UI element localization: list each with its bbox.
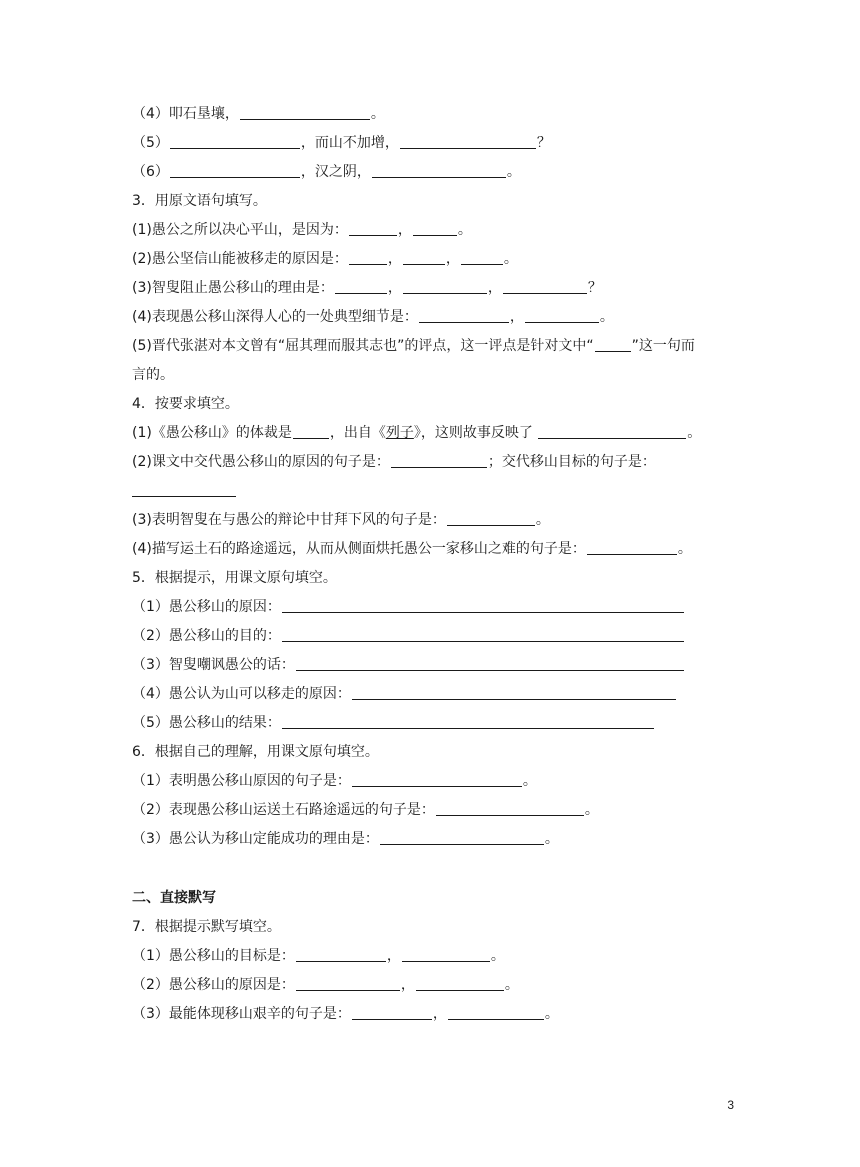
blank[interactable] xyxy=(538,424,686,439)
q3-4-text: (4)表现愚公移山深得人心的一处典型细节是： xyxy=(132,309,418,325)
punct: 。 xyxy=(687,425,702,441)
q7-line-3 xyxy=(132,1000,732,1029)
q5-line-2 xyxy=(132,622,732,651)
punct: 。 xyxy=(544,831,559,847)
q7-title: 7．根据提示默写填空。 xyxy=(132,919,281,935)
blank[interactable] xyxy=(413,221,457,236)
blank[interactable] xyxy=(349,221,397,236)
q2-line-5 xyxy=(132,129,732,158)
blank[interactable] xyxy=(448,1005,544,1020)
punct: ， xyxy=(487,280,502,296)
q7-1-text: （1）愚公移山的目标是： xyxy=(132,948,295,964)
q6-2-text: （2）表现愚公移山运送土石路途遥远的句子是： xyxy=(132,802,435,818)
q5-line-1 xyxy=(132,593,732,622)
punct: ， xyxy=(400,977,415,993)
q2-6-text: ，汉之阴， xyxy=(300,164,371,180)
blank[interactable] xyxy=(352,772,522,787)
punct: 。 xyxy=(677,541,692,557)
blank[interactable] xyxy=(132,482,236,497)
blank[interactable] xyxy=(403,250,445,265)
blank[interactable] xyxy=(349,250,387,265)
punct: 。 xyxy=(457,222,472,238)
blank[interactable] xyxy=(240,105,370,120)
blank[interactable] xyxy=(380,830,544,845)
blank[interactable] xyxy=(282,714,654,729)
blank[interactable] xyxy=(296,947,386,962)
q5-line-4 xyxy=(132,680,732,709)
punct: 。 xyxy=(370,106,385,122)
q6-title: 6．根据自己的理解，用课文原句填空。 xyxy=(132,744,379,760)
punct: ？ xyxy=(536,135,551,151)
q3-line-2 xyxy=(132,245,732,274)
punct: ？ xyxy=(587,280,602,296)
blank[interactable] xyxy=(170,163,300,178)
punct: 。 xyxy=(490,948,505,964)
q6-line-2 xyxy=(132,796,732,825)
q3-line-5b: 言的。 xyxy=(132,367,174,383)
q5-5-text: （5）愚公移山的结果： xyxy=(132,715,281,731)
q4-line-2 xyxy=(132,448,732,477)
q6-line-1 xyxy=(132,767,732,796)
blank[interactable] xyxy=(335,279,387,294)
punct: 。 xyxy=(544,1006,559,1022)
blank[interactable] xyxy=(403,279,487,294)
q4-1-mid2: 》，这则故事反映了 xyxy=(413,425,538,441)
blank[interactable] xyxy=(503,279,587,294)
blank[interactable] xyxy=(447,511,535,526)
blank[interactable] xyxy=(595,337,631,352)
punct: 。 xyxy=(599,309,614,325)
q4-line-1 xyxy=(132,419,732,448)
blank[interactable] xyxy=(293,424,329,439)
q5-line-3 xyxy=(132,651,732,680)
q3-1-text: (1)愚公之所以决心平山，是因为： xyxy=(132,222,348,238)
q3-line-1 xyxy=(132,216,732,245)
blank[interactable] xyxy=(402,947,490,962)
blank[interactable] xyxy=(296,656,684,671)
punct: 。 xyxy=(504,977,519,993)
q3-title: 3．用原文语句填写。 xyxy=(132,193,267,209)
blank[interactable] xyxy=(352,685,676,700)
q2-6-num: （6） xyxy=(132,164,169,180)
q6-line-3 xyxy=(132,825,732,854)
blank[interactable] xyxy=(525,308,599,323)
q7-2-text: （2）愚公移山的原因是： xyxy=(132,977,295,993)
punct: 。 xyxy=(584,802,599,818)
q6-1-text: （1）表明愚公移山原因的句子是： xyxy=(132,773,351,789)
punct: ， xyxy=(387,280,402,296)
punct: 。 xyxy=(503,251,518,267)
blank[interactable] xyxy=(282,627,684,642)
q4-line-3 xyxy=(132,506,732,535)
punct: ， xyxy=(432,1006,447,1022)
q5-4-text: （4）愚公认为山可以移走的原因： xyxy=(132,686,351,702)
blank[interactable] xyxy=(170,134,300,149)
q7-line-2 xyxy=(132,971,732,1000)
q7-3-text: （3）最能体现移山艰辛的句子是： xyxy=(132,1006,351,1022)
blank[interactable] xyxy=(391,453,487,468)
q3-line-3 xyxy=(132,274,732,303)
blank[interactable] xyxy=(296,976,400,991)
punct: ， xyxy=(509,309,524,325)
q3-line-4 xyxy=(132,303,732,332)
worksheet-content xyxy=(132,100,732,1029)
q4-1-text: (1)《愚公移山》的体裁是 xyxy=(132,425,292,441)
punct: 。 xyxy=(506,164,521,180)
blank[interactable] xyxy=(416,976,504,991)
q2-line-4 xyxy=(132,100,732,129)
q5-title: 5．根据提示，用课文原句填空。 xyxy=(132,570,337,586)
q3-2-text: (2)愚公坚信山能被移走的原因是： xyxy=(132,251,348,267)
q4-2-text: (2)课文中交代愚公移山的原因的句子是： xyxy=(132,454,390,470)
q7-line-1 xyxy=(132,942,732,971)
punct: ， xyxy=(445,251,460,267)
blank[interactable] xyxy=(587,540,677,555)
q3-3-text: (3)智叟阻止愚公移山的理由是： xyxy=(132,280,334,296)
blank[interactable] xyxy=(436,801,584,816)
section-spacer xyxy=(132,854,732,884)
q2-5-text: ，而山不加增， xyxy=(300,135,399,151)
punct: ， xyxy=(387,251,402,267)
q2-5-num: （5） xyxy=(132,135,169,151)
q5-1-text: （1）愚公移山的原因： xyxy=(132,599,281,615)
punct: 。 xyxy=(535,512,550,528)
q3-line-5 xyxy=(132,332,732,361)
q3-5-tail: ”这一句而 xyxy=(631,338,695,354)
q4-4-text: (4)描写运土石的路途遥远，从而从侧面烘托愚公一家移山之难的句子是： xyxy=(132,541,586,557)
q4-line-4 xyxy=(132,535,732,564)
blank[interactable] xyxy=(419,308,509,323)
q2-4-text: （4）叩石垦壤， xyxy=(132,106,239,122)
blank[interactable] xyxy=(461,250,503,265)
q4-title: 4．按要求填空。 xyxy=(132,396,239,412)
q4-1-mid: ，出自《 xyxy=(329,425,386,441)
q5-2-text: （2）愚公移山的目的： xyxy=(132,628,281,644)
q4-line-2-cont xyxy=(132,477,732,506)
blank[interactable] xyxy=(282,598,684,613)
punct: 。 xyxy=(522,773,537,789)
section-2-heading: 二、直接默写 xyxy=(132,890,216,906)
blank[interactable] xyxy=(400,134,536,149)
punct: ， xyxy=(397,222,412,238)
page-number: 3 xyxy=(727,1098,734,1112)
q5-3-text: （3）智叟嘲讽愚公的话： xyxy=(132,657,295,673)
q4-2-tail: ；交代移山目标的句子是： xyxy=(487,454,656,470)
blank[interactable] xyxy=(352,1005,432,1020)
q3-5-text: (5)晋代张湛对本文曾有“屈其理而服其志也”的评点，这一评点是针对文中“ xyxy=(132,338,594,354)
q6-3-text: （3）愚公认为移山定能成功的理由是： xyxy=(132,831,379,847)
blank[interactable] xyxy=(372,163,506,178)
book-title: 列子 xyxy=(385,425,414,441)
punct: ， xyxy=(386,948,401,964)
q4-3-text: (3)表明智叟在与愚公的辩论中甘拜下风的句子是： xyxy=(132,512,446,528)
q2-line-6 xyxy=(132,158,732,187)
q5-line-5 xyxy=(132,709,732,738)
